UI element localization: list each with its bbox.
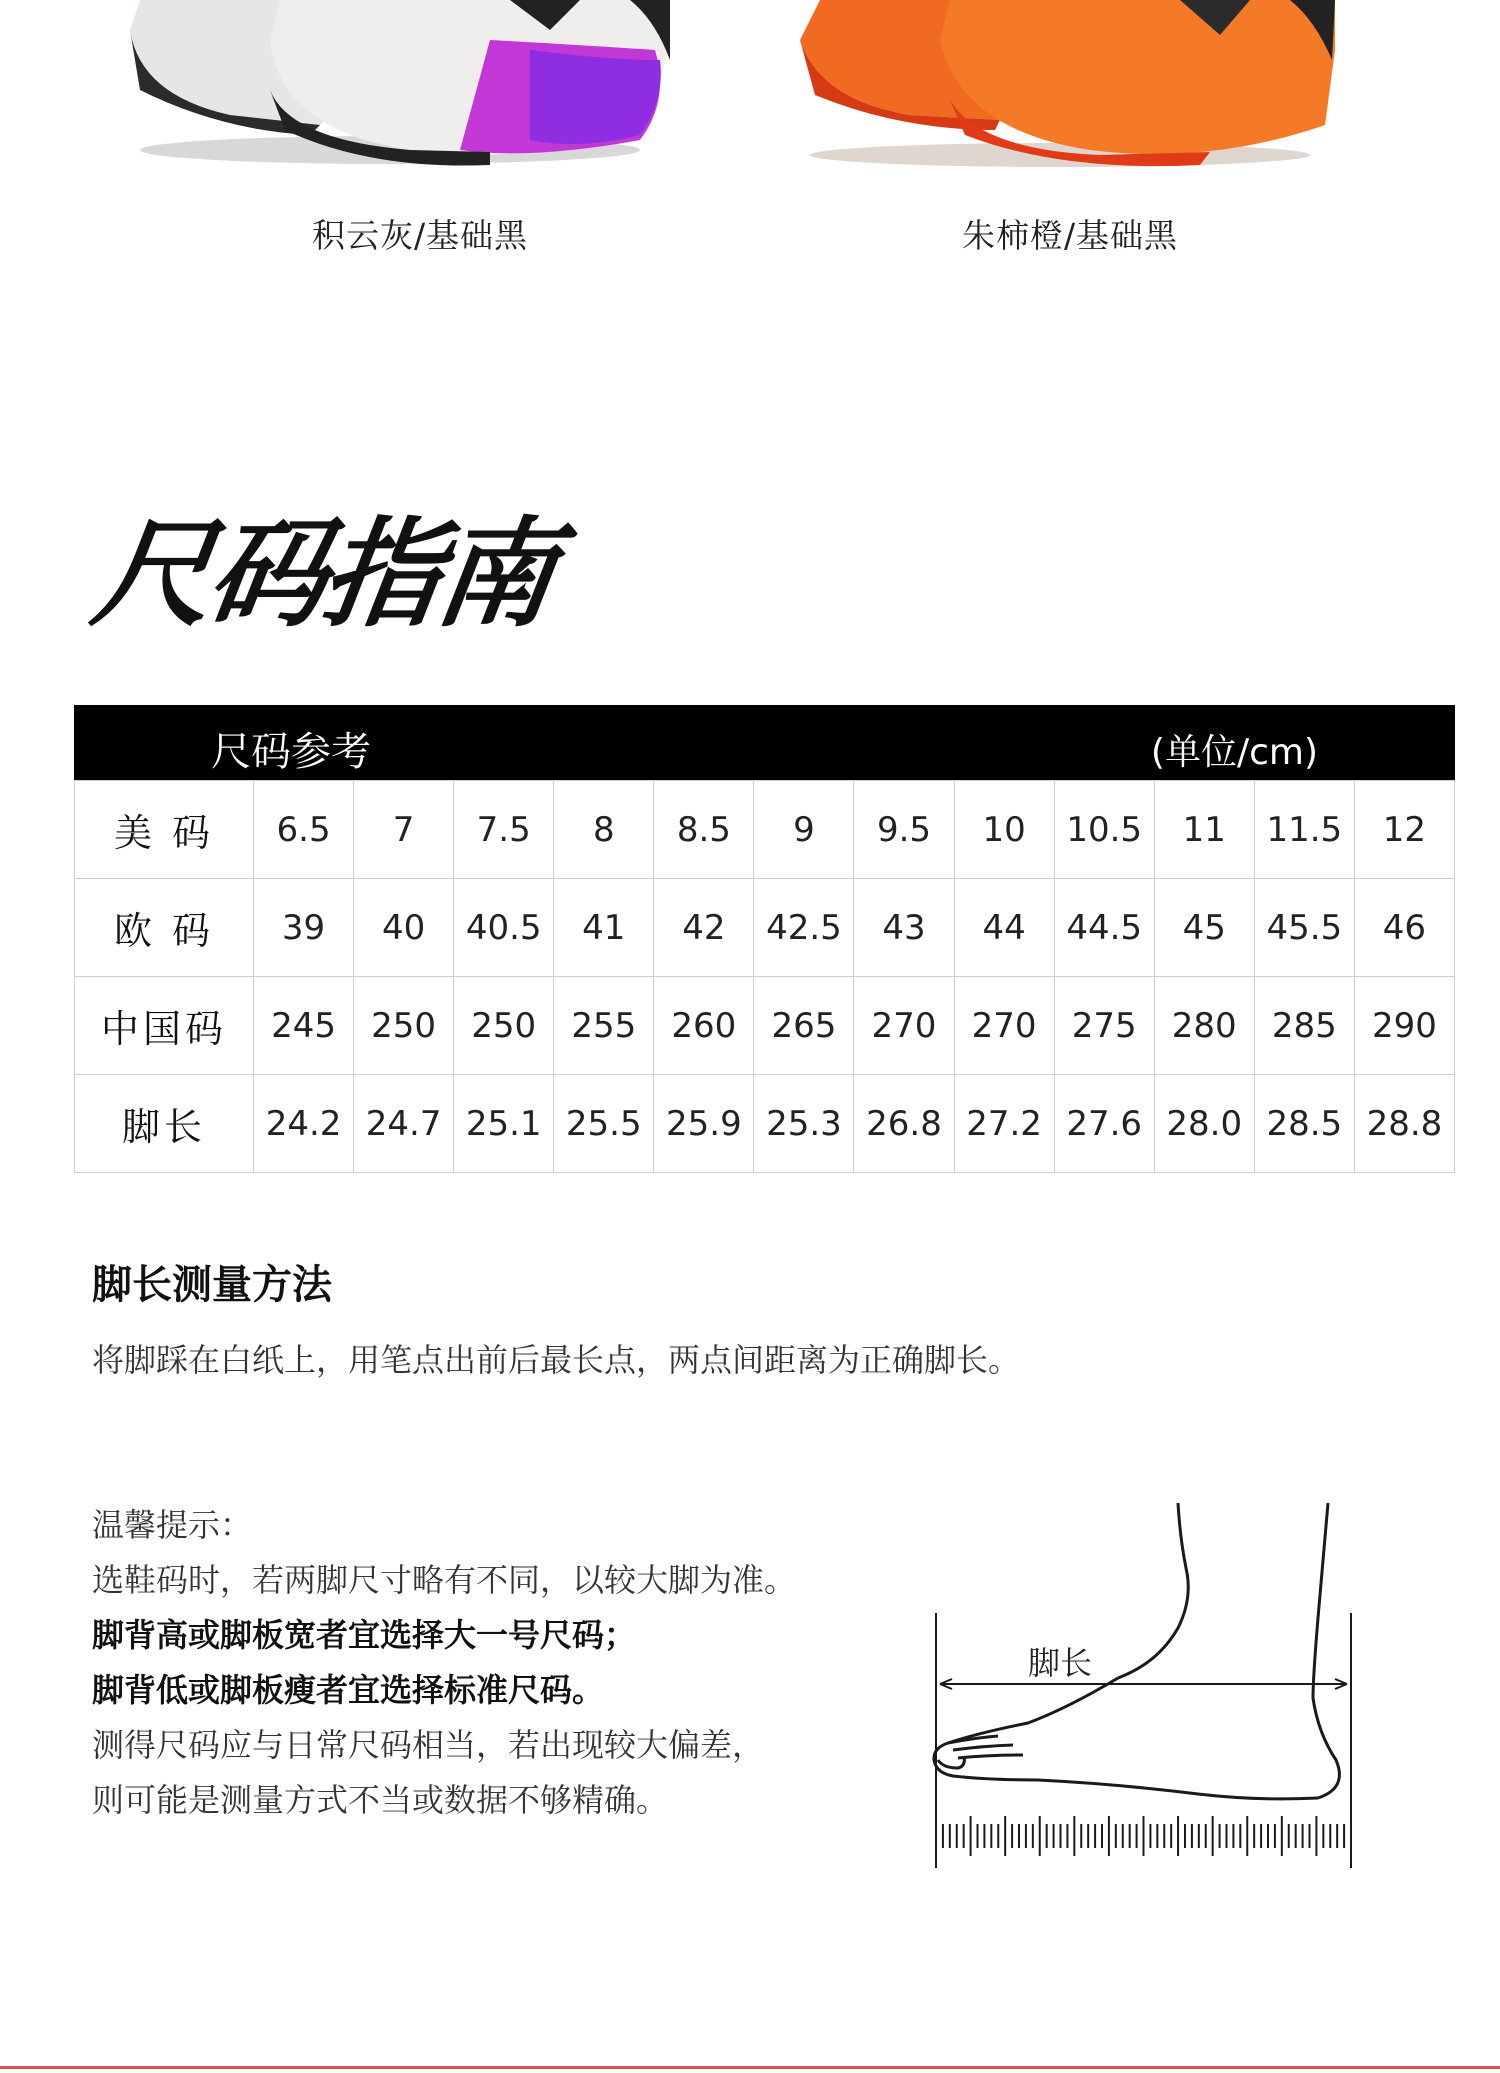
size-cell: 11 (1154, 781, 1254, 879)
size-cell: 28.5 (1254, 1075, 1354, 1173)
color-name-orange: 朱柿橙/基础黑 (961, 216, 1179, 255)
foot-length-label: 脚长 (1028, 1644, 1093, 1682)
size-cell: 28.8 (1354, 1075, 1454, 1173)
size-cell: 46 (1354, 879, 1454, 977)
size-cell: 40 (354, 879, 454, 977)
size-row-label: 欧 码 (75, 879, 254, 977)
size-cell: 39 (254, 879, 354, 977)
size-cell: 275 (1054, 977, 1154, 1075)
shoe-image-orange (780, 0, 1340, 180)
size-cell: 250 (454, 977, 554, 1075)
size-cell: 9 (754, 781, 854, 879)
size-cell: 285 (1254, 977, 1354, 1075)
size-row (75, 977, 1455, 1075)
size-cell: 260 (654, 977, 754, 1075)
bottom-divider (0, 2066, 1500, 2069)
size-cell: 7.5 (454, 781, 554, 879)
size-cell: 10 (954, 781, 1054, 879)
size-cell: 24.2 (254, 1075, 354, 1173)
size-cell: 245 (254, 977, 354, 1075)
size-row (75, 879, 1455, 977)
size-cell: 26.8 (854, 1075, 954, 1173)
size-cell: 7 (354, 781, 454, 879)
tips-line-5: 则可能是测量方式不当或数据不够精确。 (92, 1781, 669, 1819)
size-cell: 45.5 (1254, 879, 1354, 977)
tips-line-1: 选鞋码时，若两脚尺寸略有不同，以较大脚为准。 (92, 1561, 797, 1599)
foot-measurement-diagram (918, 1498, 1358, 1878)
size-cell: 8 (554, 781, 654, 879)
size-row-label: 脚长 (75, 1075, 254, 1173)
color-name-gray: 积云灰/基础黑 (311, 216, 529, 255)
size-cell: 25.5 (554, 1075, 654, 1173)
size-cell: 270 (954, 977, 1054, 1075)
size-cell: 25.1 (454, 1075, 554, 1173)
size-cell: 44.5 (1054, 879, 1154, 977)
size-row-label: 中国码 (75, 977, 254, 1075)
page-title: 尺码指南 (85, 505, 561, 643)
size-row (75, 1075, 1455, 1173)
size-table-header (74, 705, 1455, 780)
size-table-unit: (单位/cm) (1150, 732, 1318, 773)
size-cell: 270 (854, 977, 954, 1075)
size-row (75, 781, 1455, 879)
size-cell: 44 (954, 879, 1054, 977)
size-cell: 27.6 (1054, 1075, 1154, 1173)
size-cell: 10.5 (1054, 781, 1154, 879)
size-cell: 280 (1154, 977, 1254, 1075)
tips-title: 温馨提示： (92, 1506, 253, 1544)
size-cell: 43 (854, 879, 954, 977)
size-cell: 28.0 (1154, 1075, 1254, 1173)
size-cell: 255 (554, 977, 654, 1075)
size-cell: 24.7 (354, 1075, 454, 1173)
size-table (74, 705, 1455, 1173)
size-cell: 25.9 (654, 1075, 754, 1173)
size-cell: 40.5 (454, 879, 554, 977)
tips-line-4: 测得尺码应与日常尺码相当，若出现较大偏差， (92, 1726, 765, 1764)
size-cell: 25.3 (754, 1075, 854, 1173)
shoe-image-gray (110, 0, 670, 180)
size-cell: 8.5 (654, 781, 754, 879)
tips-line-3: 脚背低或脚板瘦者宜选择标准尺码。 (92, 1671, 605, 1709)
size-cell: 290 (1354, 977, 1454, 1075)
size-cell: 11.5 (1254, 781, 1354, 879)
size-cell: 42 (654, 879, 754, 977)
size-cell: 42.5 (754, 879, 854, 977)
size-cell: 250 (354, 977, 454, 1075)
size-grid (74, 780, 1455, 1173)
size-row-label: 美 码 (75, 781, 254, 879)
size-table-title: 尺码参考 (211, 729, 371, 775)
size-cell: 9.5 (854, 781, 954, 879)
measure-instruction: 将脚踩在白纸上，用笔点出前后最长点，两点间距离为正确脚长。 (92, 1341, 1021, 1379)
size-cell: 27.2 (954, 1075, 1054, 1173)
measure-heading: 脚长测量方法 (92, 1262, 332, 1308)
size-cell: 12 (1354, 781, 1454, 879)
tips-block (92, 1498, 892, 1828)
size-cell: 6.5 (254, 781, 354, 879)
size-cell: 41 (554, 879, 654, 977)
tips-line-2: 脚背高或脚板宽者宜选择大一号尺码； (92, 1616, 637, 1654)
size-cell: 45 (1154, 879, 1254, 977)
size-cell: 265 (754, 977, 854, 1075)
